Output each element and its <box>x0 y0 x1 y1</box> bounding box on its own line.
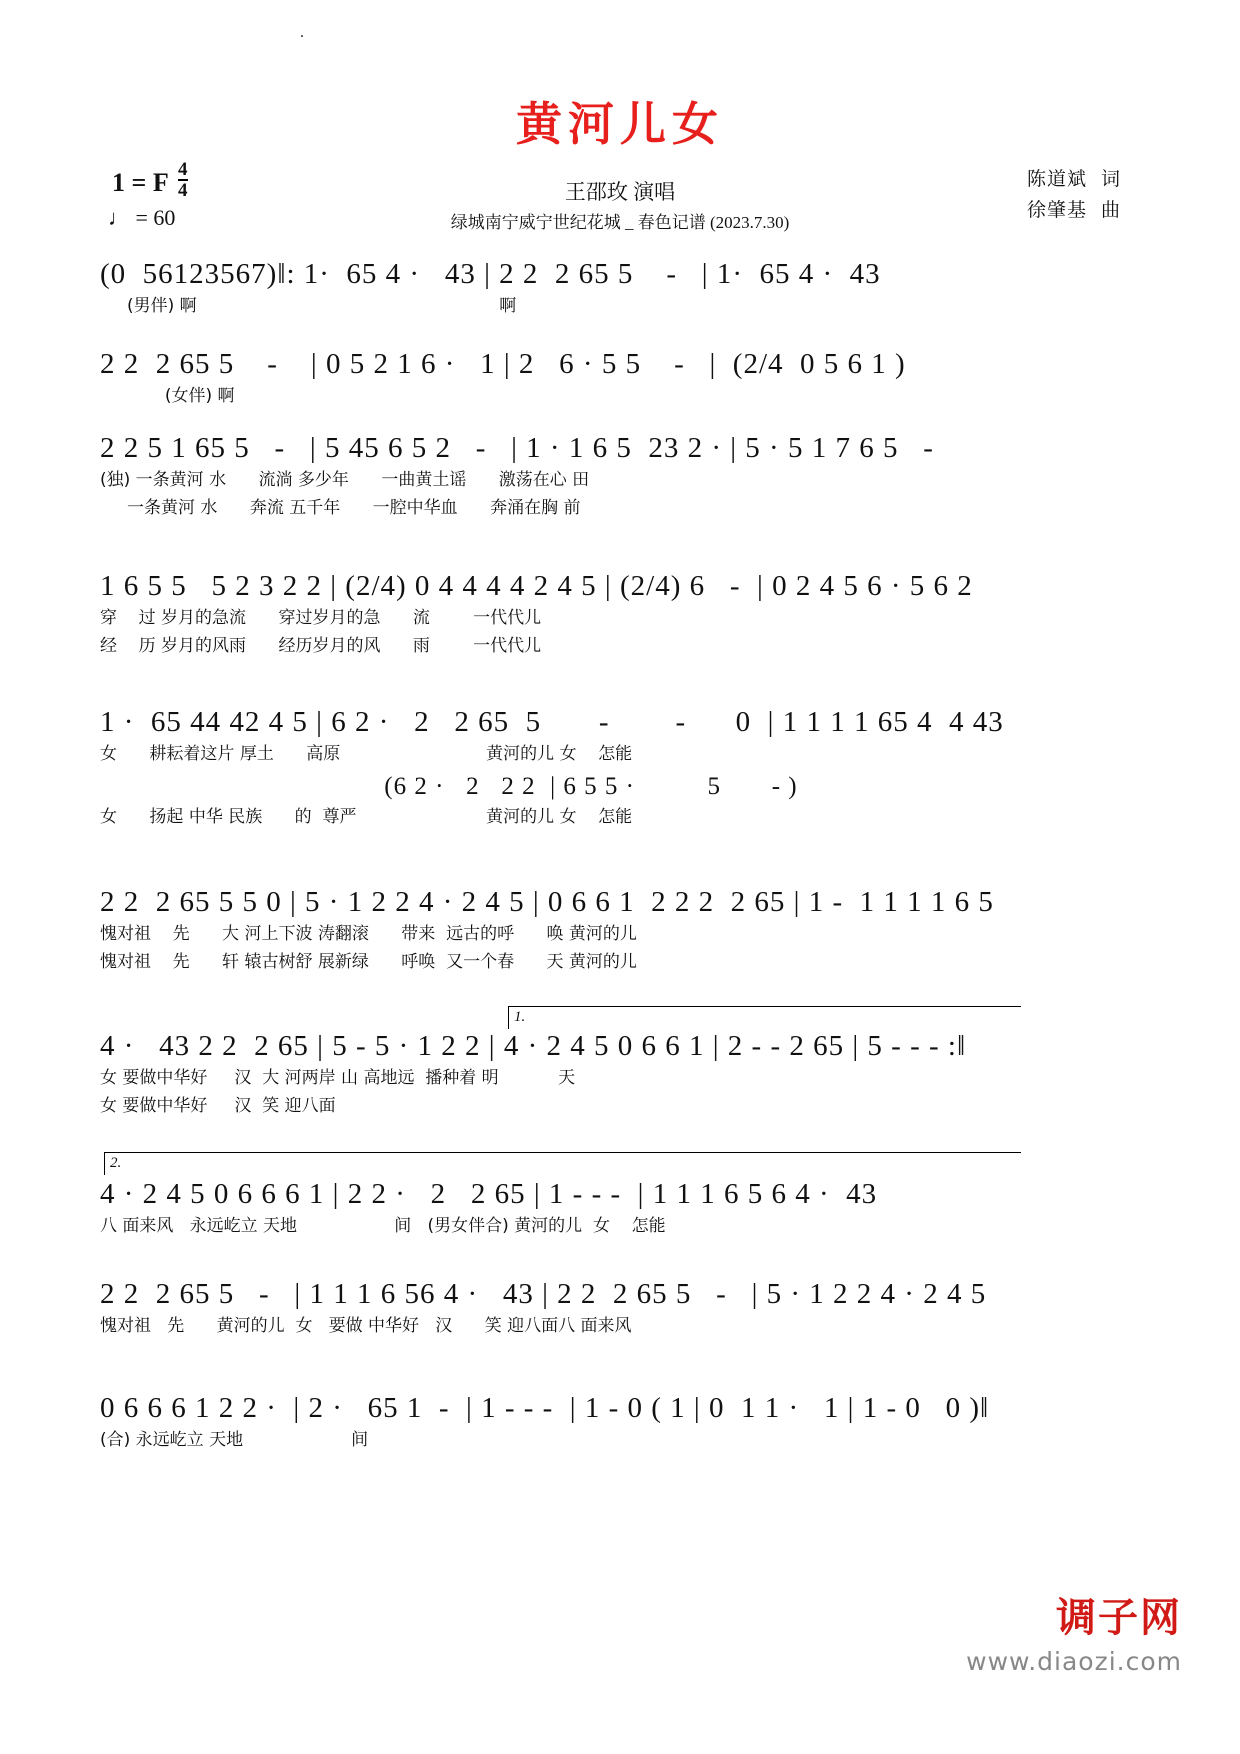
music-system <box>100 1030 1120 1119</box>
music-system <box>100 570 1120 659</box>
key-signature: 1 = F <box>112 168 169 197</box>
lyric-line: 八 面来风 永远屹立 天地 间 (男女伴合) 黄河的儿 女 怎能 <box>100 1216 666 1237</box>
transcription-credit: 绿城南宁威宁世纪花城 _ 春色记谱 (2023.7.30) <box>450 213 790 232</box>
site-watermark <box>966 1586 1182 1676</box>
music-system <box>100 258 1120 319</box>
music-system <box>100 1278 1120 1339</box>
lyric-line: (合) 永远屹立 天地 间 <box>100 1430 369 1451</box>
watermark-site-url: www.diaozi.com <box>966 1647 1182 1676</box>
music-system <box>100 1178 1120 1239</box>
stray-dot-mark: . <box>300 24 304 41</box>
lyricist-role: 词 <box>1100 169 1120 190</box>
notation-line: 1 6 5 5 5 2 3 2 2 | (2/4) 0 4 4 4 4 2 4 5 | (2/4) 6 - | 0 2 4 5 6 · 5 6 2 <box>100 570 973 602</box>
notation-line: 2 2 2 65 5 - | 0 5 2 1 6 · 1 | 2 6 · 5 5 - | (2/4 0 5 6 1 ) <box>100 348 906 380</box>
music-system <box>100 886 1120 975</box>
notation-line: 2 2 2 65 5 - | 1 1 1 6 56 4 · 43 | 2 2 2 65 5 - | 5 · 1 2 2 4 · 2 4 5 <box>100 1278 987 1310</box>
lyricist-name: 陈道斌 <box>1026 169 1087 190</box>
page-title: 黄河儿女 <box>516 97 724 151</box>
composer-role: 曲 <box>1100 200 1120 222</box>
volta-label-2: 2. <box>110 1155 122 1171</box>
lyric-line: (独) 一条黄河 水 流淌 多少年 一曲黄土谣 激荡在心 田 <box>100 470 590 491</box>
composer-name: 徐肇基 <box>1026 200 1087 222</box>
lyric-line: 愧对祖 先 黄河的儿 女 要做 中华好 汉 笑 迎八面八 面来风 <box>100 1316 632 1337</box>
lyric-line: 女 要做中华好 汉 大 河两岸 山 高地远 播种着 明 天 <box>100 1068 576 1089</box>
tempo-marking: ♩ = 60 <box>108 205 176 230</box>
notation-line: (0 56123567)‖: 1· 65 4 · 43 | 2 2 2 65 5 - | 1· 65 4 · 43 <box>100 258 881 290</box>
notation-line: 2 2 2 65 5 5 0 | 5 · 1 2 2 4 · 2 4 5 | 0 6 6 1 2 2 2 2 65 | 1 - 1 1 1 1 6 5 <box>100 886 994 918</box>
ossia-notation-line: (6 2 · 2 2 2 | 6 5 5 · 5 - ) <box>290 772 798 800</box>
author-credits <box>1027 164 1120 227</box>
music-system <box>100 348 1120 409</box>
lyric-line: 一条黄河 水 奔流 五千年 一腔中华血 奔涌在胸 前 <box>100 497 581 518</box>
notation-line: 4 · 2 4 5 0 6 6 6 1 | 2 2 · 2 2 65 | 1 - - - | 1 1 1 6 5 6 4 · 43 <box>100 1178 878 1210</box>
volta-bracket-2 <box>104 1152 1021 1175</box>
lyric-line: 穿 过 岁月的急流 穿过岁月的急 流 一代代儿 <box>100 608 542 629</box>
music-system <box>100 432 1120 521</box>
lyric-line: 女 扬起 中华 民族 的 尊严 黄河的儿 女 怎能 <box>100 806 633 827</box>
music-system <box>100 706 1120 829</box>
credit-lyricist <box>1027 164 1120 195</box>
lyric-line: 女 耕耘着这片 厚土 高原 黄河的儿 女 怎能 <box>100 744 633 765</box>
notation-line: 4 · 43 2 2 2 65 | 5 - 5 · 1 2 2 | 4 · 2 4 5 0 6 6 1 | 2 - - 2 65 | 5 - - - :‖ <box>100 1030 967 1062</box>
notation-line: 1 · 65 44 42 4 5 | 6 2 · 2 2 65 5 - - 0 | 1 1 1 1 65 4 4 43 <box>100 706 1004 738</box>
watermark-site-name: 调子网 <box>1056 1595 1182 1641</box>
music-system <box>100 1392 1120 1453</box>
lyric-line: (男伴) 啊 啊 <box>100 296 517 317</box>
lyric-line: 女 要做中华好 汉 笑 迎八面 <box>100 1095 336 1116</box>
performer-credit: 王邵玫 演唱 <box>564 180 676 204</box>
lyric-line: 愧对祖 先 大 河上下波 涛翻滚 带来 远古的呼 唤 黄河的儿 <box>100 924 637 945</box>
lyric-line: 经 历 岁月的风雨 经历岁月的风 雨 一代代儿 <box>100 635 542 656</box>
notation-line: 0 6 6 6 1 2 2 · | 2 · 65 1 - | 1 - - - | 1 - 0 ( 1 | 0 1 1 · 1 | 1 - 0 0 )‖ <box>100 1392 990 1424</box>
time-signature-numerator: 4 <box>178 159 188 180</box>
volta-label-1: 1. <box>514 1009 526 1025</box>
volta-bracket-1 <box>508 1006 1021 1029</box>
time-signature-denominator: 4 <box>178 180 188 201</box>
lyric-line: 愧对祖 先 轩 辕古树舒 展新绿 呼唤 又一个春 天 黄河的儿 <box>100 951 637 972</box>
lyric-line: (女伴) 啊 <box>100 386 235 407</box>
notation-line: 2 2 5 1 65 5 - | 5 45 6 5 2 - | 1 · 1 6 5 23 2 · | 5 · 5 1 7 6 5 - <box>100 432 934 464</box>
credit-composer <box>1027 195 1120 226</box>
